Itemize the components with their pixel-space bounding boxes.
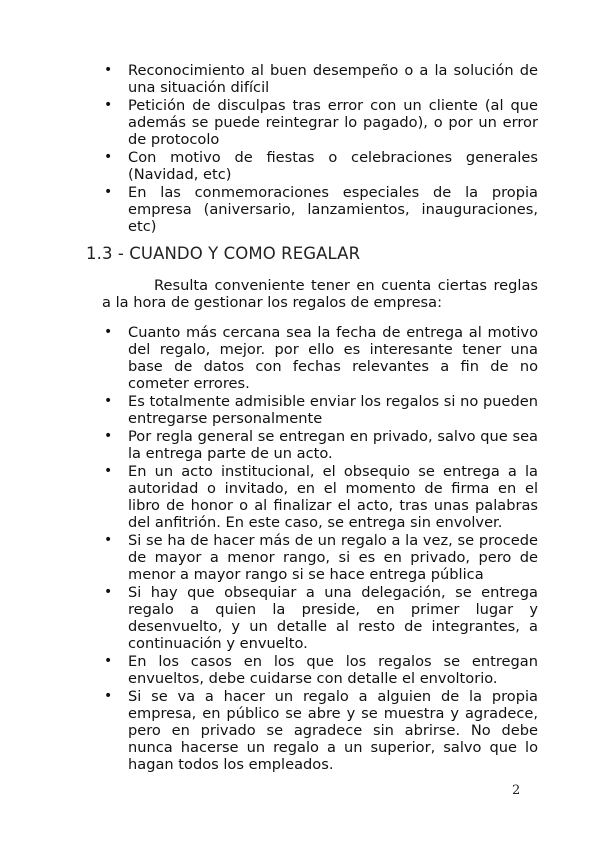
rules-bullet-list	[102, 324, 538, 774]
list-item: • Si hay que obsequiar a una delegación, se entrega regalo a quien la preside, en primer lugar y desenvuelto, y un detalle al resto de integrantes, a continuación y envuelto.	[102, 584, 538, 652]
list-item: • Reconocimiento al buen desempeño o a la solución de una situación difícil	[102, 62, 538, 96]
list-item: • En las conmemoraciones especiales de la propia empresa (aniversario, lanzamientos, inauguraciones, etc)	[102, 184, 538, 235]
list-item: • En un acto institucional, el obsequio se entrega a la autoridad o invitado, en el momento de firma en el libro de honor o al finalizar el acto, tras unas palabras del anfitrión. En este caso, se entrega sin envolver.	[102, 463, 538, 531]
section-heading: 1.3 - CUANDO Y COMO REGALAR	[86, 244, 361, 263]
list-item: • En los casos en los que los regalos se entregan envueltos, debe cuidarse con detalle el envoltorio.	[102, 653, 538, 687]
list-item: • Petición de disculpas tras error con un cliente (al que además se puede reintegrar lo pagado), o por un error de protocolo	[102, 97, 538, 148]
list-item: • Es totalmente admisible enviar los regalos si no pueden entregarse personalmente	[102, 393, 538, 427]
page-number: 2	[512, 783, 521, 798]
list-item: • Cuanto más cercana sea la fecha de entrega al motivo del regalo, mejor. por ello es interesante tener una base de datos con fechas relevantes a fin de no cometer errores.	[102, 324, 538, 392]
list-item: • Por regla general se entregan en privado, salvo que sea la entrega parte de un acto.	[102, 428, 538, 462]
intro-paragraph: Resulta conveniente tener en cuenta ciertas reglas a la hora de gestionar los regalos de empresa:	[102, 277, 538, 311]
list-item: • Si se va a hacer un regalo a alguien de la propia empresa, en público se abre y se muestra y agradece, pero en privado se agradece sin abrirse. No debe nunca hacerse un regalo a un superior, salvo que lo hagan todos los empleados.	[102, 688, 538, 773]
list-item: • Con motivo de fiestas o celebraciones generales (Navidad, etc)	[102, 149, 538, 183]
occasions-bullet-list	[102, 62, 538, 236]
list-item: • Si se ha de hacer más de un regalo a la vez, se procede de mayor a menor rango, si es en privado, pero de menor a mayor rango si se hace entrega pública	[102, 532, 538, 583]
